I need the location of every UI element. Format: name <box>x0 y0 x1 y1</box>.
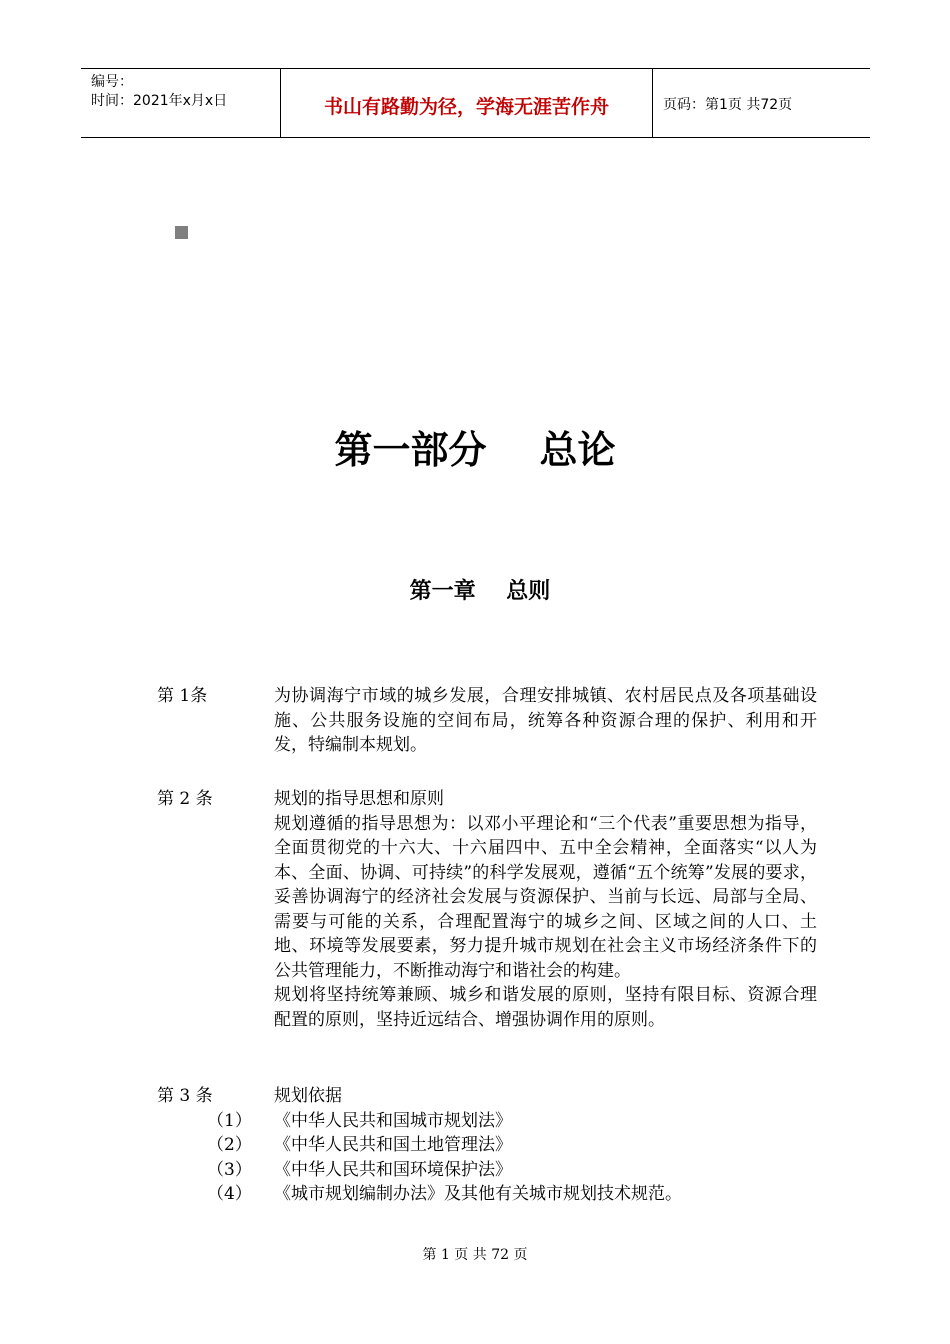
header-meta <box>81 69 281 137</box>
reference-text: 《中华人民共和国城市规划法》 <box>274 1110 512 1131</box>
reference-number: （1） <box>207 1110 252 1131</box>
reference-text: 《中华人民共和国土地管理法》 <box>274 1135 512 1155</box>
reference-item <box>157 1158 817 1183</box>
document-time-label: 时间：2021年x月x日 <box>91 93 228 109</box>
article-1 <box>157 684 817 758</box>
page-header <box>81 68 870 138</box>
article-paragraph: 规划依据 <box>274 1086 342 1106</box>
article-label: 第 2 条 <box>157 789 213 809</box>
reference-number: （3） <box>207 1159 252 1180</box>
reference-item <box>157 1182 817 1207</box>
header-page-info: 页码：第1页 共72页 <box>663 97 793 113</box>
article-paragraph: 规划遵循的指导思想为：以邓小平理论和“三个代表”重要思想为指导，全面贯彻党的十六大、十六届四中、五中全会精神，全面落实“以人为本、全面、协调、可持续”的科学发展观，遵循“五个统筹”发展的要求，妥善协调海宁的经济社会发展与资源保护、当前与长远、局部与全局、需要与可能的关系，合理配置海宁的城乡之间、区域之间的人口、土地、环境等发展要素，努力提升城市规划在社会主义市场经济条件下的公共管理能力，不断推动海宁和谐社会的构建。 <box>274 813 817 981</box>
article-label: 第 3 条 <box>157 1086 213 1106</box>
reference-item <box>157 1133 817 1158</box>
article-paragraph: 规划将坚持统筹兼顾、城乡和谐发展的原则，坚持有限目标、资源合理配置的原则，坚持近远结合、增强协调作用的原则。 <box>274 985 817 1030</box>
reference-number: （2） <box>207 1135 252 1155</box>
reference-text: 《城市规划编制办法》及其他有关城市规划技术规范。 <box>274 1184 682 1204</box>
part-title: 第一部分 总论 <box>334 428 616 472</box>
article-paragraph: 为协调海宁市域的城乡发展，合理安排城镇、农村居民点及各项基础设施、公共服务设施的空间布局，统筹各种资源合理的保护、利用和开发，特编制本规划。 <box>274 686 817 755</box>
reference-text: 《中华人民共和国环境保护法》 <box>274 1159 512 1180</box>
reference-number: （4） <box>207 1184 252 1204</box>
chapter-title: 第一章 总则 <box>409 579 551 604</box>
document-number-label: 编号： <box>91 74 133 90</box>
reference-item <box>157 1109 817 1134</box>
article-body <box>274 1084 817 1109</box>
article-body <box>274 684 817 758</box>
article-2 <box>157 787 817 1032</box>
header-motto: 书山有路勤为径，学海无涯苦作舟 <box>281 69 653 137</box>
article-label: 第 1条 <box>157 686 208 706</box>
article-3 <box>157 1084 817 1207</box>
reference-list <box>157 1109 817 1207</box>
page-footer: 第 1 页 共 72 页 <box>422 1247 528 1263</box>
article-paragraph: 规划的指导思想和原则 <box>274 789 444 809</box>
square-bullet-icon <box>175 226 188 239</box>
article-body <box>274 787 817 1032</box>
